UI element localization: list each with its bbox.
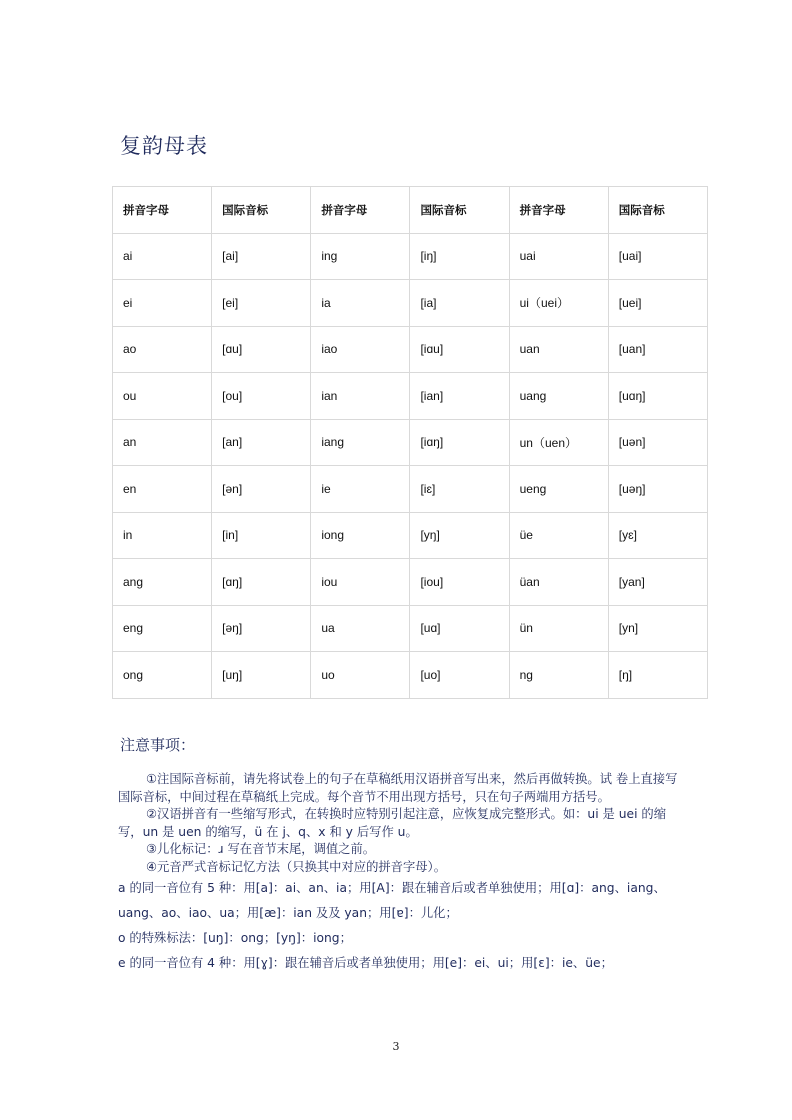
pinyin-cell: an	[113, 419, 212, 466]
ipa-cell: [iɑu]	[410, 326, 509, 373]
pinyin-cell: uai	[509, 233, 608, 280]
pinyin-cell: in	[113, 512, 212, 559]
pinyin-cell: eng	[113, 605, 212, 652]
pinyin-cell: ing	[311, 233, 410, 280]
pinyin-cell: iong	[311, 512, 410, 559]
ipa-cell: [uei]	[608, 280, 707, 327]
ipa-cell: [uŋ]	[212, 652, 311, 699]
pinyin-cell: ui（uei）	[509, 280, 608, 327]
ipa-cell: [uai]	[608, 233, 707, 280]
note-paragraph: o 的特殊标法：[uŋ]：ong；[yŋ]：iong；	[118, 931, 352, 945]
ipa-cell: [ei]	[212, 280, 311, 327]
ipa-cell: [əŋ]	[212, 605, 311, 652]
note-paragraph: ①注国际音标前，请先将试卷上的句子在草稿纸用汉语拼音写出来，然后再做转换。试 卷上直接写国际音标，中间过程在草稿纸上完成。每个音节不用出现方括号，只在句子两端用方括号。	[118, 772, 678, 804]
ipa-cell: [ou]	[212, 373, 311, 420]
note-paragraph: ③儿化标记：ɹ 写在音节末尾，调值之前。	[146, 842, 376, 856]
ipa-cell: [ai]	[212, 233, 311, 280]
pinyin-cell: en	[113, 466, 212, 513]
pinyin-cell: ang	[113, 559, 212, 606]
ipa-cell: [uo]	[410, 652, 509, 699]
ipa-cell: [ŋ]	[608, 652, 707, 699]
pinyin-cell: ian	[311, 373, 410, 420]
note-paragraph: ②汉语拼音有一些缩写形式，在转换时应特别引起注意，应恢复成完整形式。如：ui 是 uei 的缩写，un 是 uen 的缩写，ü 在 j、q、x 和 y 后写作 u。	[118, 807, 667, 839]
pinyin-cell: ei	[113, 280, 212, 327]
pinyin-cell: ao	[113, 326, 212, 373]
table-row	[113, 373, 708, 420]
header-cell: 拼音字母	[113, 187, 212, 234]
pinyin-cell: uang	[509, 373, 608, 420]
notes-body	[118, 771, 678, 976]
table-row	[113, 326, 708, 373]
header-cell: 国际音标	[608, 187, 707, 234]
ipa-cell: [an]	[212, 419, 311, 466]
pinyin-cell: ua	[311, 605, 410, 652]
ipa-cell: [iŋ]	[410, 233, 509, 280]
finals-table	[112, 186, 708, 699]
pinyin-cell: üan	[509, 559, 608, 606]
pinyin-cell: uan	[509, 326, 608, 373]
table-row	[113, 512, 708, 559]
ipa-cell: [uɑŋ]	[608, 373, 707, 420]
ipa-cell: [iɛ]	[410, 466, 509, 513]
ipa-cell: [yɛ]	[608, 512, 707, 559]
ipa-cell: [yan]	[608, 559, 707, 606]
pinyin-cell: ong	[113, 652, 212, 699]
ipa-cell: [iou]	[410, 559, 509, 606]
pinyin-cell: ueng	[509, 466, 608, 513]
note-paragraph: ④元音严式音标记忆方法（只换其中对应的拼音字母）。	[146, 859, 447, 874]
ipa-cell: [yn]	[608, 605, 707, 652]
table-row	[113, 466, 708, 513]
pinyin-cell: ie	[311, 466, 410, 513]
note-paragraph: e 的同一音位有 4 种：用[ɣ]：跟在辅音后或者单独使用；用[e]：ei、ui；用[ɛ]：ie、üe；	[118, 956, 613, 970]
pinyin-cell: iou	[311, 559, 410, 606]
pinyin-cell: uo	[311, 652, 410, 699]
ipa-cell: [ian]	[410, 373, 509, 420]
ipa-cell: [ɑŋ]	[212, 559, 311, 606]
table-row	[113, 652, 708, 699]
pinyin-cell: ai	[113, 233, 212, 280]
pinyin-cell: ng	[509, 652, 608, 699]
ipa-cell: [uan]	[608, 326, 707, 373]
ipa-cell: [yŋ]	[410, 512, 509, 559]
pinyin-cell: un（uen）	[509, 419, 608, 466]
ipa-cell: [ia]	[410, 280, 509, 327]
table-row	[113, 559, 708, 606]
ipa-cell: [in]	[212, 512, 311, 559]
table-row	[113, 605, 708, 652]
pinyin-cell: üe	[509, 512, 608, 559]
pinyin-cell: ün	[509, 605, 608, 652]
pinyin-cell: iang	[311, 419, 410, 466]
table-row	[113, 233, 708, 280]
notes-heading: 注意事项：	[120, 736, 196, 754]
note-paragraph: a 的同一音位有 5 种：用[a]：ai、an、ia；用[A]：跟在辅音后或者单独使用；用[ɑ]：ang、iang、uang、ao、iao、ua；用[æ]：ian 及及 yan；用[ɐ]：儿化；	[118, 881, 666, 920]
ipa-cell: [ɑu]	[212, 326, 311, 373]
page-number: 3	[392, 1040, 400, 1053]
pinyin-cell: ou	[113, 373, 212, 420]
table-header-row	[113, 187, 708, 234]
header-cell: 国际音标	[212, 187, 311, 234]
header-cell: 国际音标	[410, 187, 509, 234]
pinyin-cell: iao	[311, 326, 410, 373]
table-row	[113, 280, 708, 327]
header-cell: 拼音字母	[509, 187, 608, 234]
pinyin-cell: ia	[311, 280, 410, 327]
header-cell: 拼音字母	[311, 187, 410, 234]
ipa-cell: [uəŋ]	[608, 466, 707, 513]
page-title: 复韵母表	[120, 134, 208, 158]
table-row	[113, 419, 708, 466]
ipa-cell: [iɑŋ]	[410, 419, 509, 466]
ipa-cell: [ən]	[212, 466, 311, 513]
ipa-cell: [uən]	[608, 419, 707, 466]
ipa-cell: [uɑ]	[410, 605, 509, 652]
